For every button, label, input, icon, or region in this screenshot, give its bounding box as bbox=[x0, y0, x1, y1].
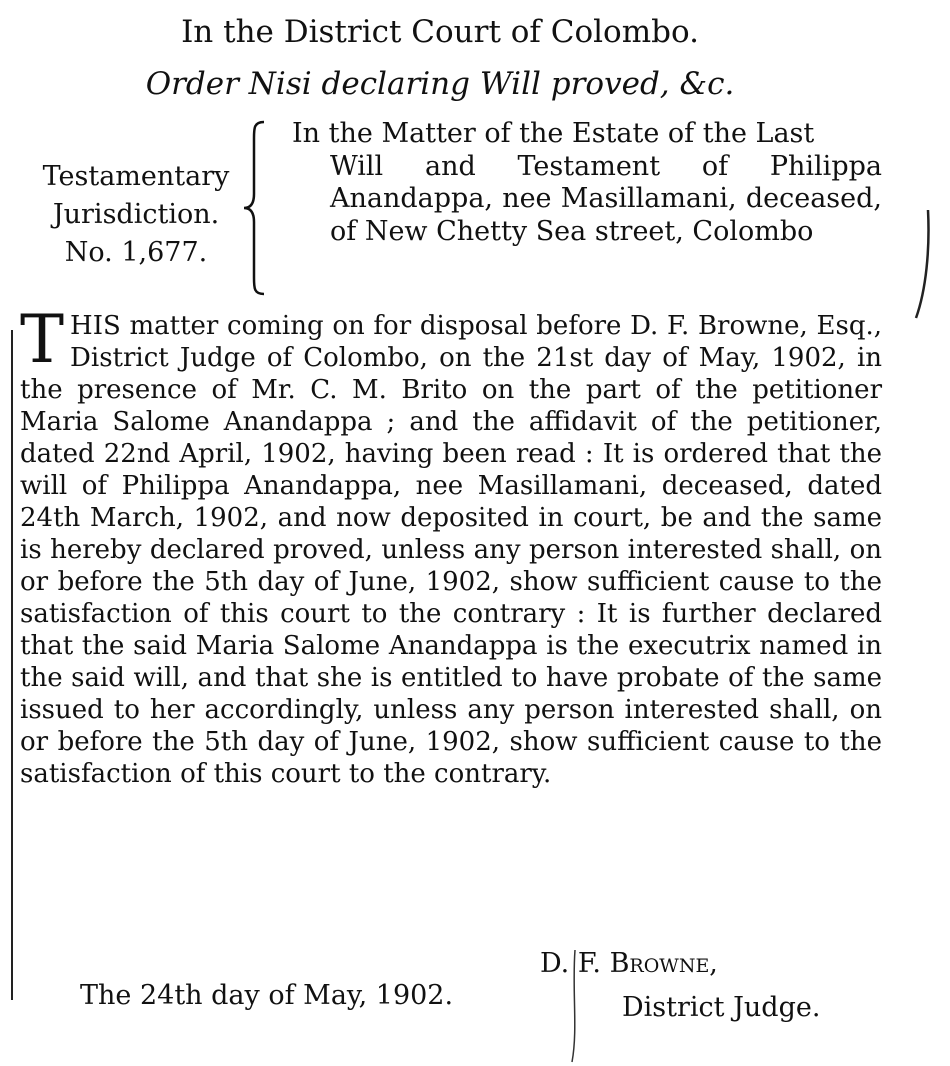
matter-rest: Will and Testament of Philippa Anandappa, nee Masillamani, deceased, of New Chetty Sea street, Colombo bbox=[330, 150, 882, 247]
curly-brace-icon bbox=[238, 118, 268, 298]
signature-title: District Judge. bbox=[622, 992, 821, 1023]
jurisdiction-line-1: Testamentary bbox=[42, 161, 230, 192]
matter-first-line: In the Matter of the Estate of the Last bbox=[292, 118, 815, 149]
case-number: No. 1,677. bbox=[64, 237, 208, 268]
court-heading: In the District Court of Colombo. bbox=[181, 14, 699, 50]
signature-name bbox=[540, 948, 718, 979]
jurisdiction-line-2: Jurisdiction. bbox=[52, 199, 220, 230]
matter-description bbox=[292, 118, 882, 248]
drop-cap: T bbox=[20, 301, 65, 378]
order-date: The 24th day of May, 1902. bbox=[80, 980, 454, 1011]
order-heading: Order Nisi declaring Will proved, &c. bbox=[145, 66, 735, 102]
case-jurisdiction bbox=[20, 158, 252, 272]
signature-initials: D. F. bbox=[540, 948, 601, 979]
signature-surname: Browne, bbox=[609, 948, 718, 979]
order-body-text: HIS matter coming on for disposal before D. F. Browne, Esq., District Judge of Colombo, on the 21st day of May, 1902, in the presence of Mr. C. M. Brito on the part of the petitioner Maria Salome Anandappa ; and the affidavit of the petitioner, dated 22nd April, 1902, having been read : It is ordered that the will of Philippa Anandappa, nee Masillamani, deceased, dated 24th March, 1902, and now deposited in court, be and the same is hereby declared proved, unless any person interested shall, on or before the 5th day of June, 1902, show sufficient cause to the satisfaction of this court to the contrary : It is further declared that the said Maria Salome Anandappa is the executrix named in the said will, and that she is entitled to have probate of the same issued to her accordingly, unless any person interested shall, on or before the 5th day of June, 1902, show sufficient cause to the satisfaction of this court to the contrary. bbox=[20, 311, 882, 789]
order-body bbox=[20, 301, 882, 790]
